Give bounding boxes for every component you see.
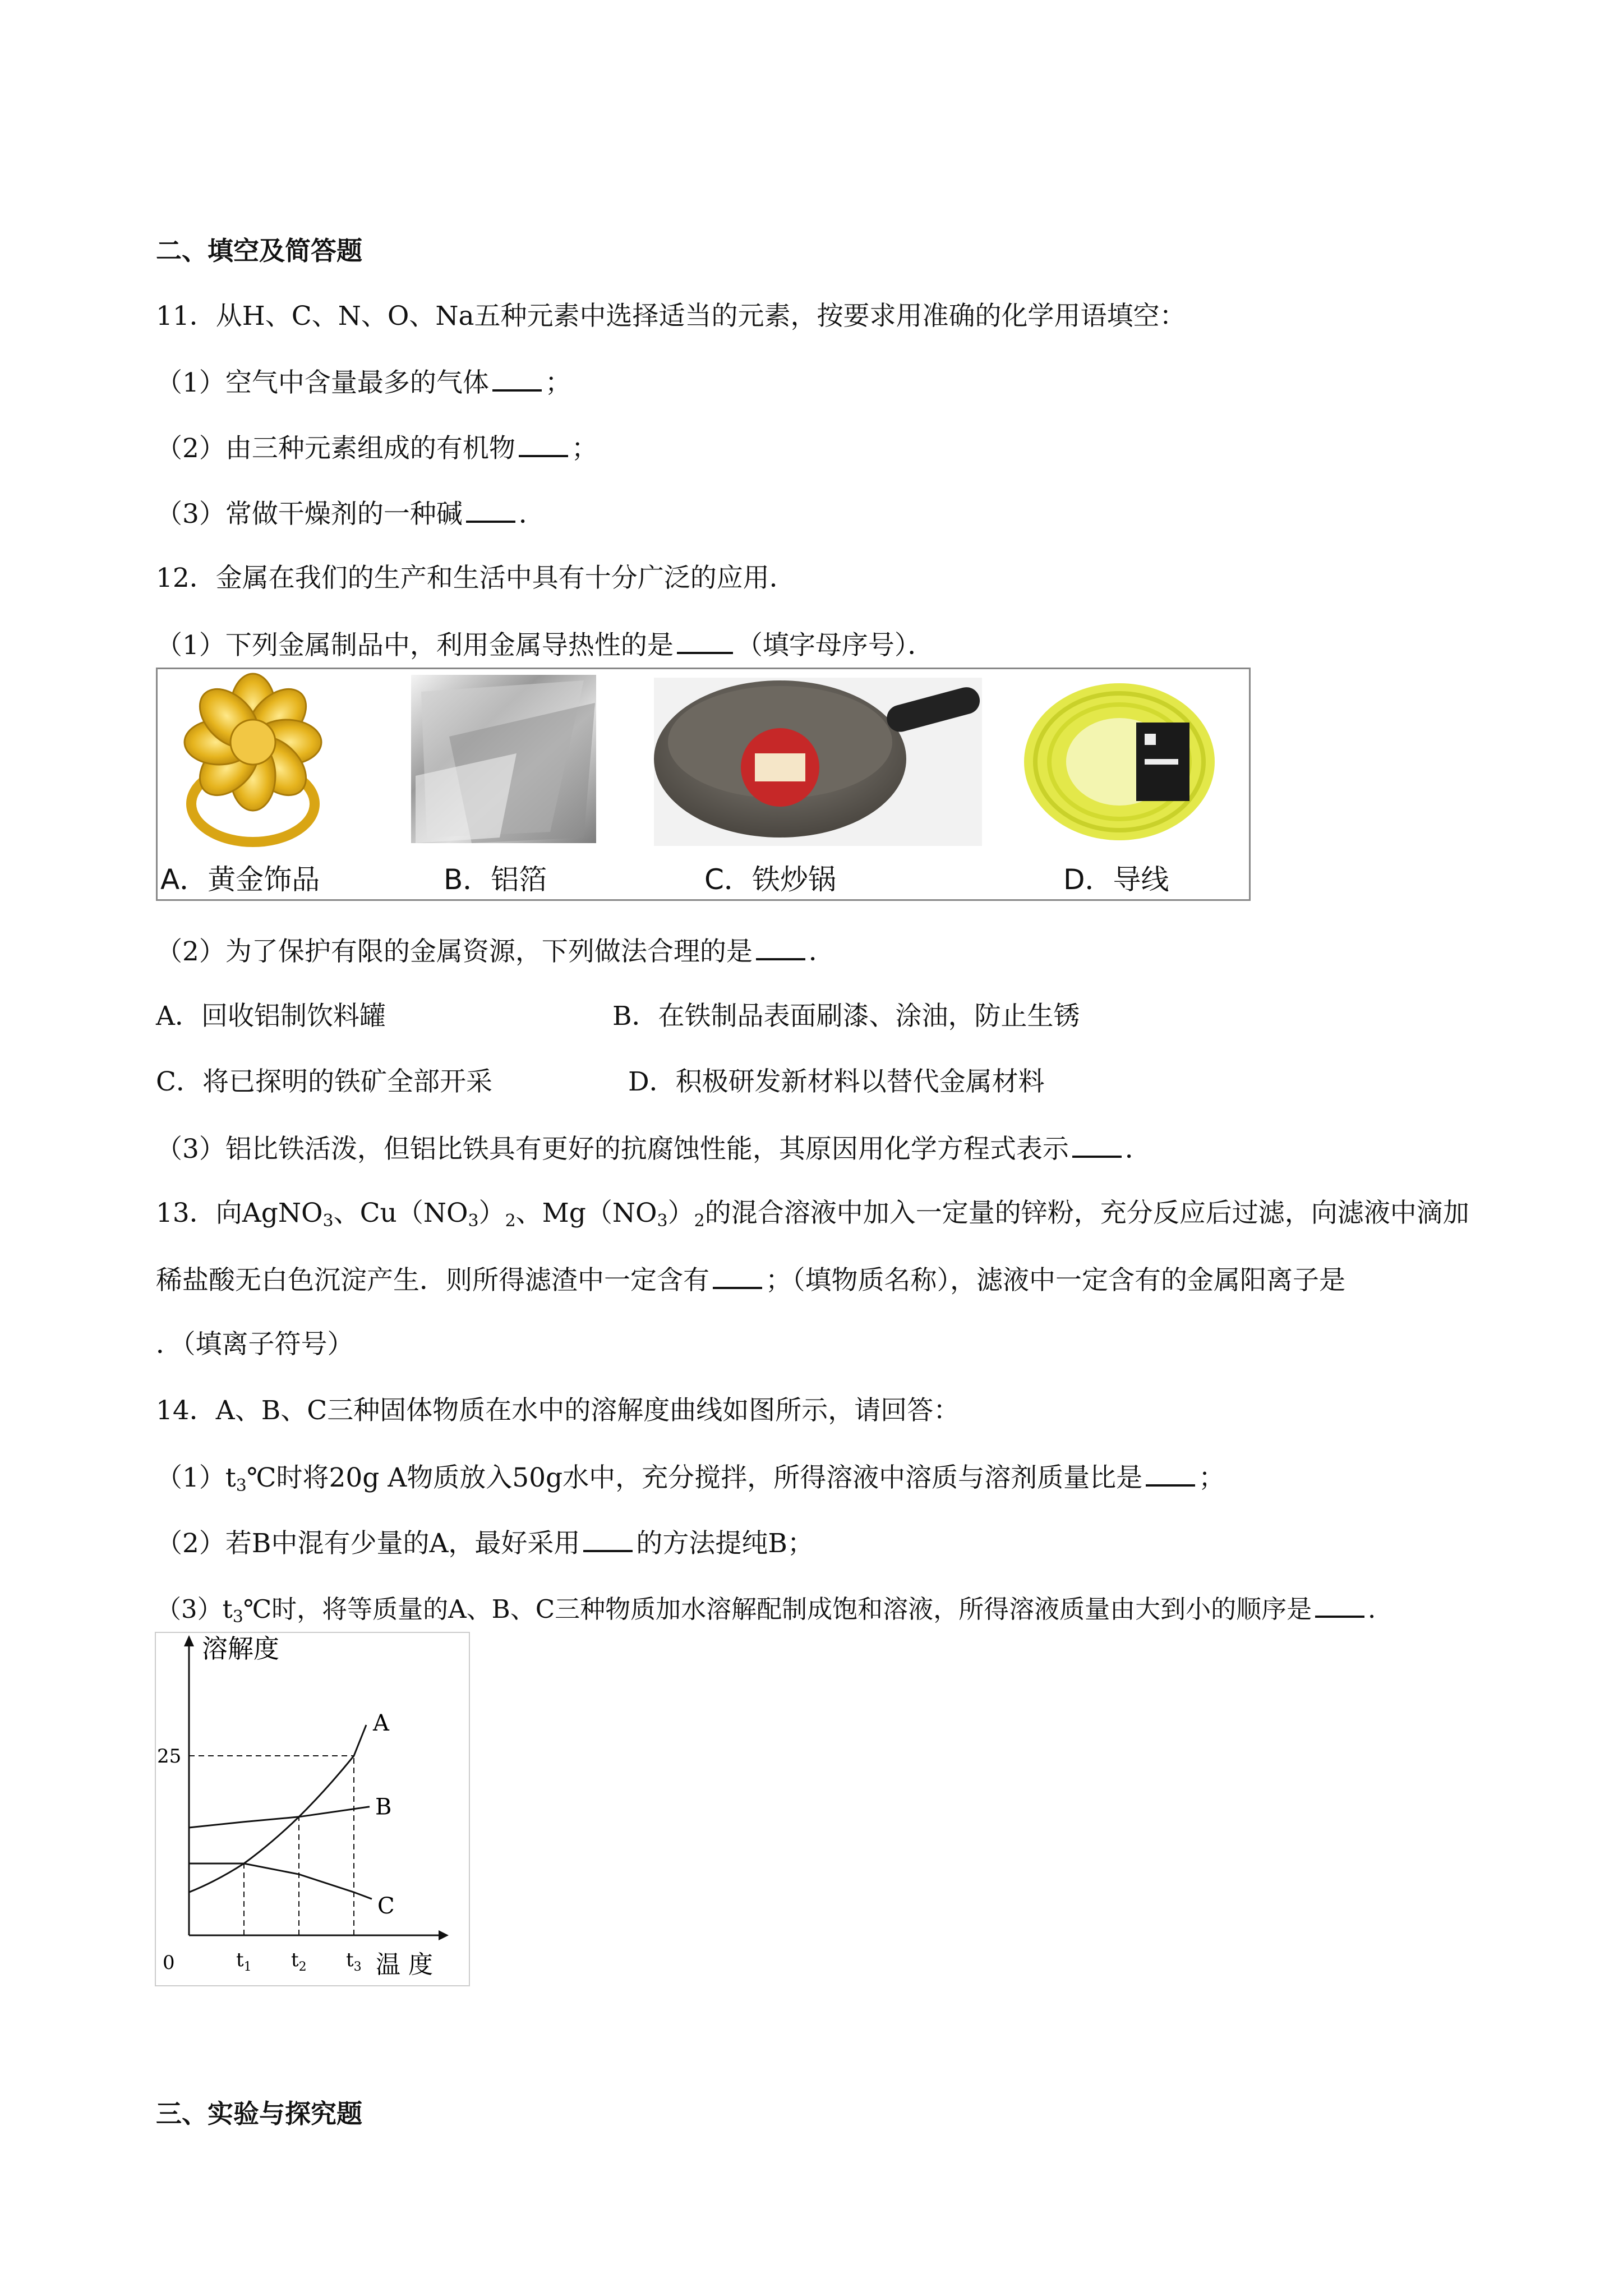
q12-part2: （2）为了保护有限的金属资源，下列做法合理的是 ． xyxy=(156,933,835,969)
gold-ring-photo xyxy=(185,674,321,842)
q14-part1: $(1)t_3℃$时将20g A物质放入50g水中，充分搅拌，所得溶液中溶质与溶剂质量比是 ； xyxy=(156,1460,1225,1495)
x-tick-label: $t_3$ xyxy=(346,1949,362,1974)
q12-stem: 12．金属在我们的生产和生活中具有十分广泛的应用． xyxy=(156,563,796,593)
answer-blank[interactable] xyxy=(1146,1460,1195,1487)
metal-products-photo-strip xyxy=(156,668,1251,901)
caption-c: C．铁炒锅 xyxy=(704,863,836,896)
answer-blank[interactable] xyxy=(713,1262,762,1289)
x-tick-subscript: 1 xyxy=(243,1960,252,1974)
q12-option-a: A．回收铝制饮料罐 xyxy=(156,1001,386,1032)
answer-blank[interactable] xyxy=(1315,1591,1364,1618)
chart-frame xyxy=(155,1632,469,1986)
q13-line1: 13．向AgNO$_3$、$Cu(NO_3)_2$、$Mg(NO_3)_2$的混合溶液中加入一定量的锌粉，充分反应后过滤，向滤液中滴加 xyxy=(156,1198,1469,1231)
x-tick-subscript: 2 xyxy=(298,1960,307,1974)
x-tick-subscript: 3 xyxy=(353,1960,362,1974)
aluminum-foil-photo xyxy=(411,675,596,843)
origin-label: 0 xyxy=(163,1952,175,1974)
caption-b: B．铝箔 xyxy=(444,863,547,896)
q11-part3: （3）常做干燥剂的一种碱 ． xyxy=(156,496,545,531)
x-tick-label: $t_1$ xyxy=(236,1949,252,1974)
x-axis-label: 温 度 xyxy=(376,1950,433,1979)
q13-line3: ．（填离子符号） xyxy=(156,1329,354,1360)
q12-option-c: C．将已探明的铁矿全部开采 xyxy=(156,1066,492,1097)
caption-d: D．导线 xyxy=(1063,863,1169,896)
answer-blank[interactable] xyxy=(583,1525,633,1552)
series-label-C: C xyxy=(377,1893,395,1920)
series-label-A: A xyxy=(373,1710,389,1736)
section-3-title: 三、实验与探究题 xyxy=(156,2099,362,2129)
x-tick-label: $t_2$ xyxy=(291,1949,307,1974)
answer-blank[interactable] xyxy=(756,933,805,960)
q12-option-b: B．在铁制品表面刷漆、涂油，防止生锈 xyxy=(612,1001,1080,1032)
q12-part1: （1）下列金属制品中，利用金属导热性的是 （填字母序号）． xyxy=(156,627,934,662)
section-2-title: 二、填空及简答题 xyxy=(156,236,362,266)
answer-blank[interactable] xyxy=(466,496,515,523)
q12-option-d: D．积极研发新材料以替代金属材料 xyxy=(628,1066,1045,1097)
q11-part2: （2）由三种元素组成的有机物 ； xyxy=(156,430,598,466)
caption-a: A．黄金饰品 xyxy=(160,863,320,896)
q14-stem: 14．A、B、C三种固体物质在水中的溶解度曲线如图所示，请回答： xyxy=(156,1395,960,1426)
y-axis-label: 溶解度 xyxy=(202,1634,279,1664)
q13-line2: 稀盐酸无白色沉淀产生．则所得滤渣中一定含有 ；（填物质名称），滤液中一定含有的金属阳离子是 xyxy=(156,1262,1345,1297)
q11-stem: 11．从H、C、N、O、Na五种元素中选择适当的元素，按要求用准确的化学用语填空： xyxy=(156,301,1186,332)
series-label-B: B xyxy=(375,1794,392,1820)
answer-blank[interactable] xyxy=(519,430,568,457)
y-tick-label: 25 xyxy=(157,1745,182,1768)
q14-part2: （2）若B中混有少量的A，最好采用 的方法提纯B； xyxy=(156,1525,814,1561)
answer-blank[interactable] xyxy=(492,365,542,392)
q14-part3: $(3)t_3℃$时，将等质量的A、B、C三种物质加水溶解配制成饱和溶液，所得溶液质量由大到小的顺序是 ． xyxy=(156,1591,1393,1626)
answer-blank[interactable] xyxy=(1072,1131,1122,1158)
q12-part3: （3）铝比铁活泼，但铝比铁具有更好的抗腐蚀性能，其原因用化学方程式表示 ． xyxy=(156,1131,1151,1166)
solubility-curve-chart xyxy=(153,1630,472,1989)
iron-wok-photo xyxy=(654,678,983,846)
answer-blank[interactable] xyxy=(677,627,733,654)
q11-part1: （1）空气中含量最多的气体 ； xyxy=(156,365,571,400)
wire-coil-photo xyxy=(1024,683,1215,840)
